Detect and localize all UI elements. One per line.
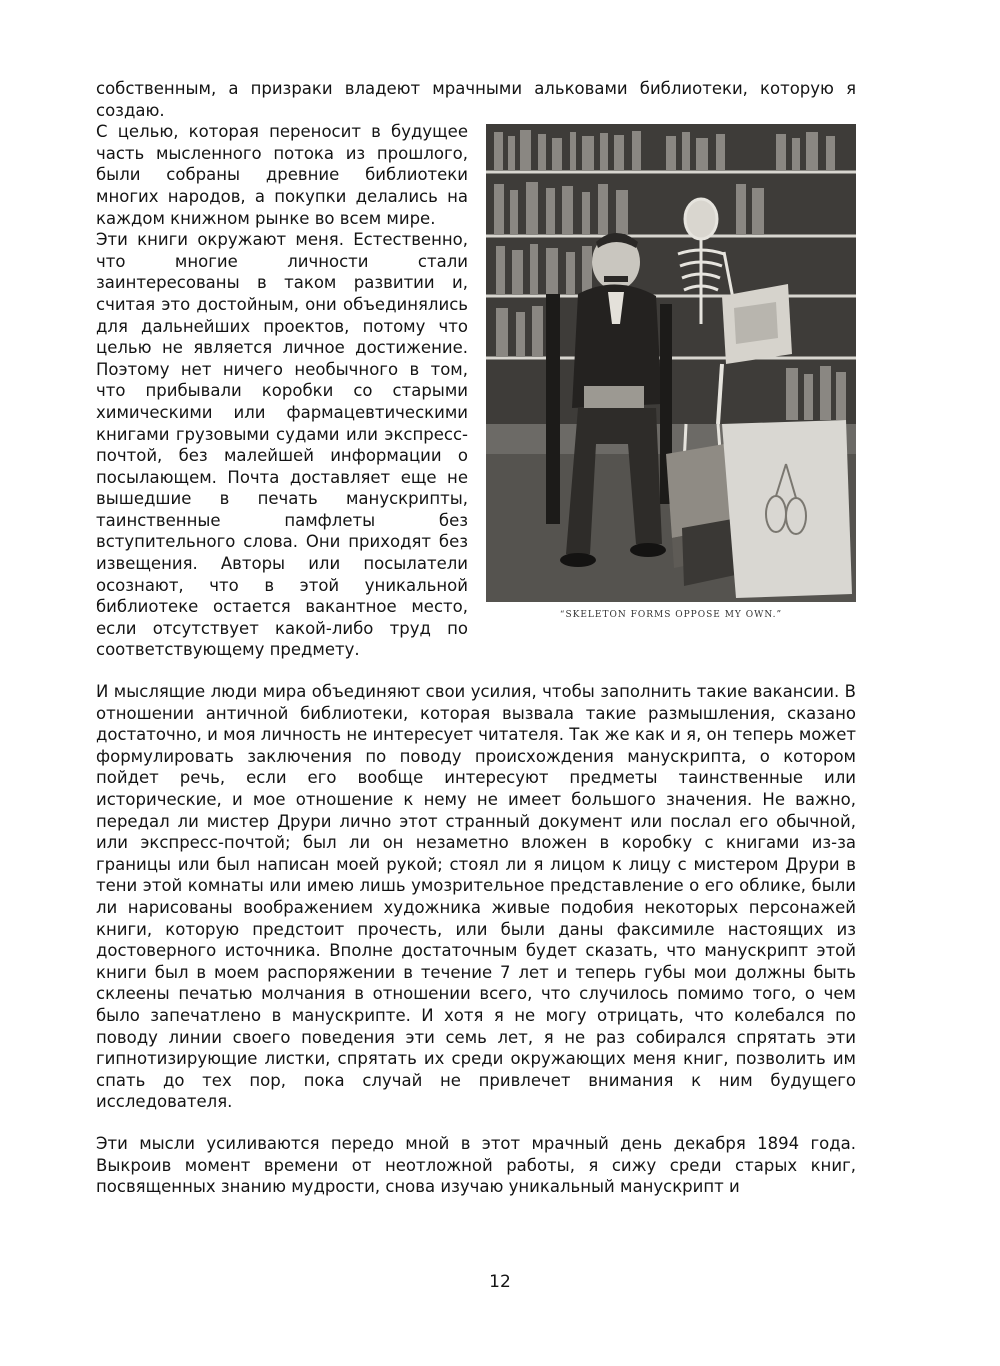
paragraph-gap (96, 1113, 856, 1133)
paragraph-gap (96, 661, 856, 681)
photo-man-with-skeleton (486, 124, 856, 602)
figure-caption: “SKELETON FORMS OPPOSE MY OWN.” (559, 610, 783, 621)
paragraph-3: Эти книги окружают меня. Естественно, что многие личности стали заинтересованы в таком развитии и, считая это достойным, они объединялись для дальнейших проектов, потому что целью не является личное достижение. Поэтому нет ничего необычного в том, что прибывали коробки со старыми химическими или фармацевтическими книгами грузовыми судами или экспресс-почтой, без малейшей информации о посылающем. Почта доставляет еще не вышедшие в печать манускрипты, таинственные памфлеты без вступительного слова. Они приходят без извещения. Авторы или посылатели осознают, что в этой уникальной библиотеке остается вакантное место, если отсутствует какой-либо труд по соответствующему предмету. (96, 230, 468, 660)
page-text (96, 78, 856, 1198)
paragraph-5: Эти мысли усиливаются передо мной в этот мрачный день декабря 1894 года. Выкроив момент времени от неотложной работы, я сижу среди старых книг, посвященных знанию мудрости, снова изучаю уникальный манускрипт и (96, 1133, 856, 1197)
figure (486, 124, 856, 620)
paragraph-4: И мыслящие люди мира объединяют свои усилия, чтобы заполнить такие вакансии. В отношении античной библиотеки, которая вызвала такие размышления, сказано достаточно, и моя личность не интересует читателя. Так же как и я, он теперь может формулировать заключения по поводу происхождения манускрипта, о котором пойдет речь, если его вообще интересуют предметы таинственные или исторические, и мое отношение к нему не имеет большого значения. Не важно, передал ли мистер Друри лично этот странный документ или послал его обычной, или экспресс-почтой; был ли он незаметно вложен в коробку с книгами из-за границы или был написан моей рукой; стоял ли я лицом к лицу с мистером Друри в тени этой комнаты или имею лишь умозрительное представление о его облике, были ли нарисованы воображением художника живые подобия некоторых персонажей книги, которую предстоит прочесть, или были даны факсимиле настоящих из достоверного источника. Вполне достаточным будет сказать, что манускрипт этой книги был в моем распоряжении в течение 7 лет и теперь губы мои должны быть склеены печатью молчания в отношении всего, что случилось помимо того, о чем было запечатлено в манускрипте. И хотя я не могу отрицать, что колебался по поводу линии своего поведения эти семь лет, я не раз собирался спрятать эти гипнотизирующие листки, спрятать их среди окружающих меня книг, позволить им спать до тех пор, пока случай не привлечет внимания к ним будущего исследователя. (96, 682, 856, 1112)
paragraph-1: собственным, а призраки владеют мрачными альковами библиотеки, которую я создаю. (96, 79, 856, 120)
page-number: 12 (489, 1272, 511, 1292)
photo-illustration (486, 124, 856, 602)
paragraph-2: С целью, которая переносит в будущее часть мысленного потока из прошлого, были собраны древние библиотеки многих народов, а покупки делались на каждом книжном рынке во всем мире. (96, 122, 468, 228)
